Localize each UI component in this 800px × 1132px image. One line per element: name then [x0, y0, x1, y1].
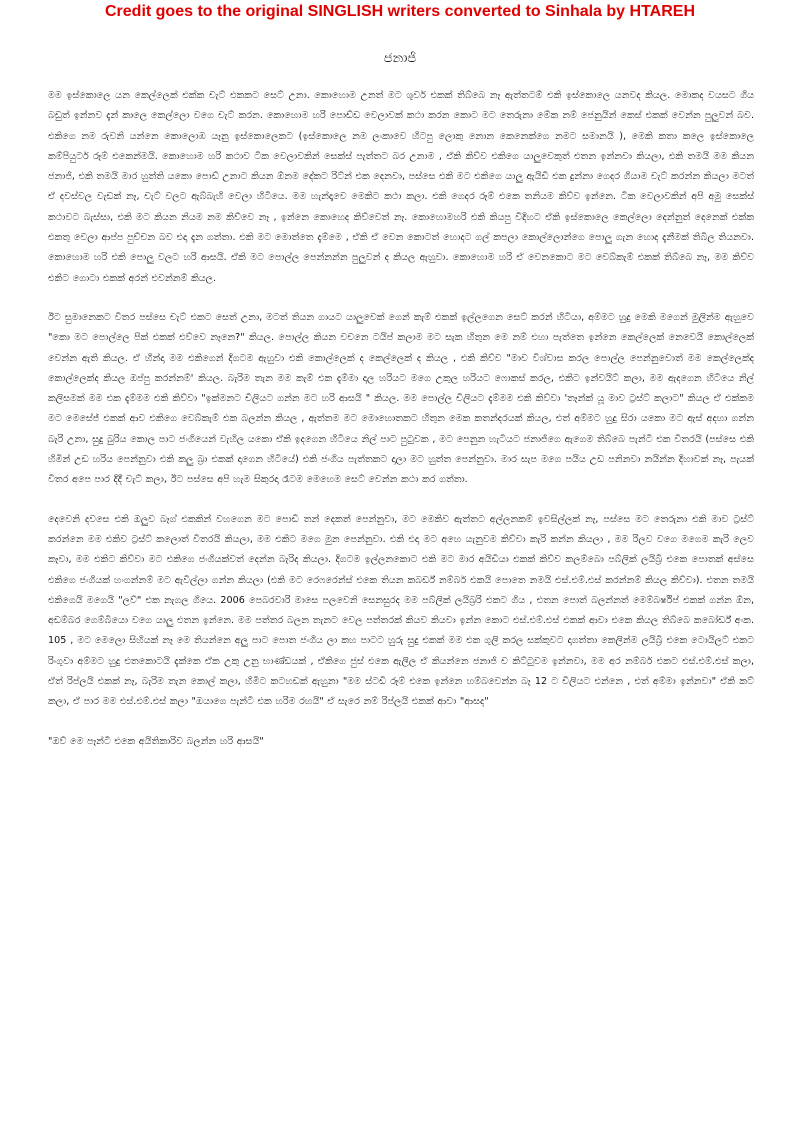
- story-paragraph-1: මම ඉස්කොලෙ යන කෙල්ලෙක් එක්ක චැට් එකකට සෙට් උනා. කොහොම උනත් මට ශුවර් එකක් තිබ්බෙ නෑ ඇත්තටම් එකි ඉස්කොලෙ යනවද කියල. මොකද වයසට ගිය බඩුත් ඉන්නව දැන් කාලෙ කෙල්ලො වගෙ චැට් කරන. කොහොම හරි පොඩ්ඩ වෙලාවක් කථා කරන කොට මට තෙරුනා මේක නම් ජෙනුයින් කෙස් එකක් වෙන්න පුලුවන් බව. එකිගෙ නම රුවනි යන්නෙ කොලොඹ යෑනු ඉස්කොලෙකට (ඉස්කොලෙ නම ලංකාවෙ හිටපු ලොකු නොන කෙනෙක්ගෙ නමට සමානයි ), මෙකි කතා කලෙ ඉස්කොලෙ කම්පියුටර් රූම් එකෙන්මයි. කොහොම හරි කථාව ටික වෙලාවකින් සෙක්ස් පැත්තට බර උනාම , ඒකි කිව්ව එකිගෙ යාලුවෙකුත් එතන ඉන්නවා කියලා, එකි තමයි මම කියන ජනාජි, එකි තමයි මාර හුත්ති යකො පොඩ් උනාට කියන ඕනම දේකට රිට්න් එක දෙනවා, පස්සෙ එකි මට එකිගෙ යාලු ඇයිඩී එක දුන්නා ගෙදර ගියාම චැට් කරන්න කියලා මටත් ඒ දවස්වල වැඩක් නෑ, චැට් වලට ඇබ්බැහි වෙලා හිටියෙ. මම හැන්දෑවෙ මෙකිට කථා කලා. එකි ගෙදර රූම් එකෙ තනියම කිව්ව ඉන්නෙ. ටික වෙලාවකින් අපි අමු සෙක්ස් කථාවට බැස්සා, එකි මට කියන නියම නම කිව්වෙ නෑ , ඉන්නෙ කොහෙද කිව්වෙත් නෑ. කොහොමහරි එකි කියපු විදිහට ඒකි ඉස්කොලෙ කෙල්ලො දෙන්නුත් දෙනෙක් එක්ක එකතු වෙලා ආප්ප පුච්චන බව එදා දැන ගත්තා. එකි මට මොත්තෙ දැම්මෙ , ඒකි ඒ වෙන කොටත් හොදට ගල් කපලා කොල්ලොන්ගෙ පොලු ගැන හොද දැනීමක් තිබිල තියනවා. කොහොම හරි එකි පොලු වලට හරි ආසයි. ඒකි මට පොල්ල පෙන්නන්න පුලුවන් ද කියල ඇහුවා. කොහොම හරි ඒ වෙනකොට මට වෙබ්කැම් එකක් තිබ්බෙ නෑ, මම කිව්ව එකිට ගොටා එකක් අරන් එවන්නම් කියල.: [48, 90, 754, 284]
- story-body: [48, 86, 754, 752]
- story-title: ජනාජි: [383, 51, 417, 66]
- story-paragraph-4: "ඔව් මෙ පෑන්ටි එකෙ අයිතිකාරිව බලන්න හරි ආසයි": [48, 735, 264, 747]
- credit-banner: Credit goes to the original SINGLISH writers converted to Sinhala by HTAREH: [104, 3, 695, 20]
- story-paragraph-2: ඊට සුමානෙකට විතර පස්සෙ චැට් එකට සෙත් උනා, මටත් තියන ගායට යාලුවෙක් ගෙන් කැම් එකක් ඉල්ලගෙන සෙට් කරන් හිටියා, අම්මට හුදු මෙකි මගෙන් මුලින්ම ඇහුවෙ "කො මට පොල්ලෙ පික් එකක් එව්වෙ නෑනෙ?" කියල. පොල්ල කියන වචනෙ ටයිප් කලාම මට සැක හිතුන මෙ නම් එහා පැත්තෙ ඉන්නෙ කෙල්ලෙක් නෙවෙයි කොල්ලෙක් වෙන්න ඇති කියල. ඒ හින්දා මම එකිගෙන් දිගටම ඇහුවා එකි කොල්ලෙක් ද කෙල්ලෙක් ද කියල , එකි කිව්ව "මාව විශ්වාස කරල පොල්ල පෙන්නුවොත් මම කෙල්ලෙක්ද කොල්ලෙක්ද කියල ඔප්පු කරන්නම්' කියල. බැරිම තැන මම කැම් එක දැම්මා දාල හරියට මගෙ උකුල හරියට ෆොකස් කරල, එකිට ඉන්වයිට් කලා, මම ඇදගෙන හිටියෙ නිල් කලිසමක් මම එක දැම්මම එකි කිව්වා "ඉක්මනට චිලියට ගන්න මට හරි ආසයි " කියල. මම පොල්ල චිලියට දැම්මම එකි කිව්වා 'තෑන්ක් යූ මාව ට්‍රස්ට් කලාට" කියල ඒ එක්කම මට මෙසේජ් එකක් ආව එකිගෙ වෙබ්කැම් එක බලන්න කියල , ඇත්තම මට මොහොතකට හිතුන මෙක කතන්දරයක් කියල, එත් අම්මට හුදු සිරා යකො මට ඇස් අදහා ගන්න බැරි උනා, සුදු බුරිය කොල පාට ජංගියෙන් වැහිල යකො ඒකි ඉදගෙන හිටියෙ නිල් පාට පුටුවක , මට පෙනුන හැටියට ජනාජිගෙ ඇගෙම තිබ්බෙ පැන්ටි එක විතරයි (පස්සෙ එකි හිමින් උඩ හරිය පෙන්නුවා එකි කලු බ්‍රා එකක් දාගෙන හිටියේ) එකි ජංගිය පැත්තකට දාලා මට හුත්ත පෙන්නුවා. මාර සැප මගෙ පයිය උඩ පනිනවා නයින්න දිහාවක් නෑ, පැයක් විතර අපෙ පාර දිදී චැට් කලා, ඊට පස්සෙ අපි හැම සිකුරදා රෑටම මෙහෙම සෙට් වෙන්න කථා කර ගත්තා.: [48, 311, 754, 486]
- story-paragraph-3: දෙවෙනි දවසෙ එකි ඔලුව බෑග් එකකින් වහගෙන මට පොඩි තන් දෙකත් පෙන්නුවා, මට මෙකිව ඇත්තට අල්ලනකම් ඉවසිල්ලක් නෑ, පස්සෙ මට තෙරුනා එකි මාව ට්‍රස්ට් කරන්නෙ මම එකිව ට්‍රස්ට් කලොත් විතරයි කියලා, මම එකිට මගෙ මුන පෙන්නුවා. එකි එදා මට අහෙ යැනුවම කිව්වා කැරි කන්න කියලා , මම රිලව වගෙ මගෙම කැරි ලෙව කෑවා, මම එකිට කිව්වා මට එකිගෙ ජංගියක්වත් දෙන්න බැරිද කියලා. දිගටම ඉල්ලනකොට එකි මට මාර අයිඩියා එකක් කිව්ව කලම්බො පබ්ලික් ලයිබ්‍රි එකෙ පොතක් අස්සෙ එකිගෙ ජංගියක් හංගන්නම් මට ඇවිල්ලා ගන්න කියලා (එකි මට රෙෆරෙන්ස් එකෙ තියන කබර්ඩ් නම්බර් එකයි පොතෙ නමයි එස්.එම්.එස් කරන්නම් කියල කිව්වා). එතන තමයි එකිගෙයි මගෙයි "ලව්" එක නැගල ගියෙ. 2006 පෙබරවාරි මාසෙ පලවෙනි සෙනසුරද මම පබ්ලික් ලයිබ්‍රරි එකට ගිය , එතන පොත් බලන්නත් මෙම්බර්ෂිප් එකක් ගන්න ඕන, අඩම්බර ගෙම්බියො වගෙ යාලු එතන ඉන්නෙ. මම පත්තර බලන තැනට වෙල පත්තරක් කියව කියවා ඉන්න කොට එස්.එම්.එස් එකක් ආවා එකෙ කියල තිබ්බෙ කබෝර්ඩ් අංක. 105 , මට මෙලො සිහියක් නෑ මෙ තියන්නෙ අලු පාට පොත ජංගිය ලා කහ පාටට හුරු සුදු එකක් මම එක ගුලි කරල සක්කුවට දාගත්තා කෙලින්ම ලයිබ්‍රි එකෙ ටොයිලට් එකට රිංගුවා අම්මට හුදු එතකොටයි දැක්කෙ ඒක උකු උනු භාණ්ඩයක් , ඒකිගෙ ජුස් එකෙ ඇලිල ඒ කියන්නෙ ජනාජි ච කිට්ටුවම ඉන්නවා, මම අර නම්බර් එකට එස්.එම්.එස් කලා, ඒත් රිප්ලයි එකක් නෑ, බැරිම තැන කොල් කලා, හිමීට කටහඩක් ඇහුනා "මම ස්ටඩි රූම් එකෙ ඉන්නෙ හම්බවෙන්න බෑ 12 ට චිලියට එන්නෙ , එත් අම්මා ඉන්නවා" ඒකි කට් කලා, ඒ පාර මම එස්.එම්.එස් කලා "ඔයාගෙ පැන්ටි එක හරිම රහයි" ඒ සැරෙ නම් රිප්ලයි එකක් ආවා "ආසද": [48, 513, 754, 708]
